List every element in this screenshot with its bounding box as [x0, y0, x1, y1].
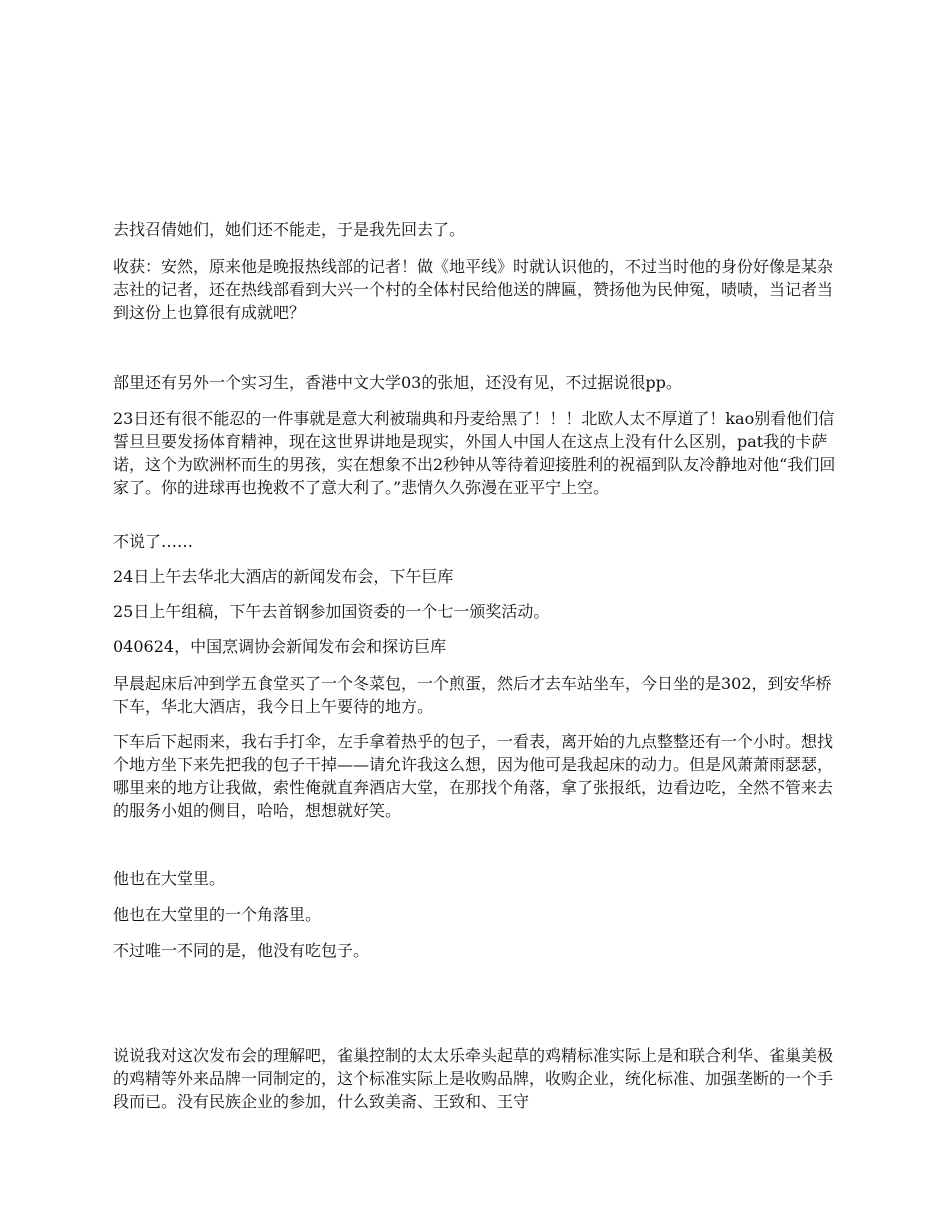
paragraph-12: 他也在大堂里的一个角落里。: [113, 905, 322, 924]
paragraph-14: 说说我对这次发布会的理解吧，雀巢控制的太太乐牵头起草的鸡精标准实际上是和联合利华、雀巢美极的鸡精等外来品牌一同制定的，这个标准实际上是收购品牌，收购企业，统化标准、加强垄断的一个手段而已。没有民族企业的参加，什么致美斋、王致和、王守: [113, 1046, 834, 1111]
paragraph-1: 去找召倩她们，她们还不能走，于是我先回去了。: [113, 220, 466, 239]
paragraph-5: 不说了……: [113, 532, 194, 551]
paragraph-13: 不过唯一不同的是，他没有吃包子。: [113, 941, 370, 960]
paragraph-11: 他也在大堂里。: [113, 869, 226, 888]
paragraph-2: 收获：安然，原来他是晚报热线部的记者！做《地平线》时就认识他的，不过当时他的身份好像是某杂志社的记者，还在热线部看到大兴一个村的全体村民给他送的牌匾，赞扬他为民伸冤，啧啧，当记者当到这份上也算很有成就吧？: [113, 257, 834, 322]
paragraph-4: 23日还有很不能忍的一件事就是意大利被瑞典和丹麦给黑了！！！北欧人太不厚道了！kao别看他们信誓旦旦要发扬体育精神，现在这世界讲地是现实，外国人中国人在这点上没有什么区别，pat我的卡萨诺，这个为欧洲杯而生的男孩，实在想象不出2秒钟从等待着迎接胜利的祝福到队友冷静地对他“我们回家了。你的进球再也挽救不了意大利了。”悲情久久弥漫在亚平宁上空。: [113, 409, 836, 497]
paragraph-6: 24日上午去华北大酒店的新闻发布会，下午巨库: [113, 567, 454, 586]
paragraph-10: 下车后下起雨来，我右手打伞，左手拿着热乎的包子，一看表，离开始的九点整整还有一个小时。想找个地方坐下来先把我的包子干掉——请允许我这么想，因为他可是我起床的动力。但是风萧萧雨瑟瑟，哪里来的地方让我做，索性俺就直奔酒店大堂，在那找个角落，拿了张报纸，边看边吃，全然不管来去的服务小姐的侧目，哈哈，想想就好笑。: [113, 732, 834, 820]
paragraph-8: 040624，中国烹调协会新闻发布会和探访巨库: [113, 637, 447, 656]
paragraph-9: 早晨起床后冲到学五食堂买了一个冬菜包，一个煎蛋，然后才去车站坐车，今日坐的是302，到安华桥下车，华北大酒店，我今日上午要待的地方。: [113, 674, 832, 716]
paragraph-7: 25日上午组稿，下午去首钢参加国资委的一个七一颁奖活动。: [113, 602, 550, 621]
paragraph-3: 部里还有另外一个实习生，香港中文大学03的张旭，还没有见，不过据说很pp。: [113, 373, 682, 392]
